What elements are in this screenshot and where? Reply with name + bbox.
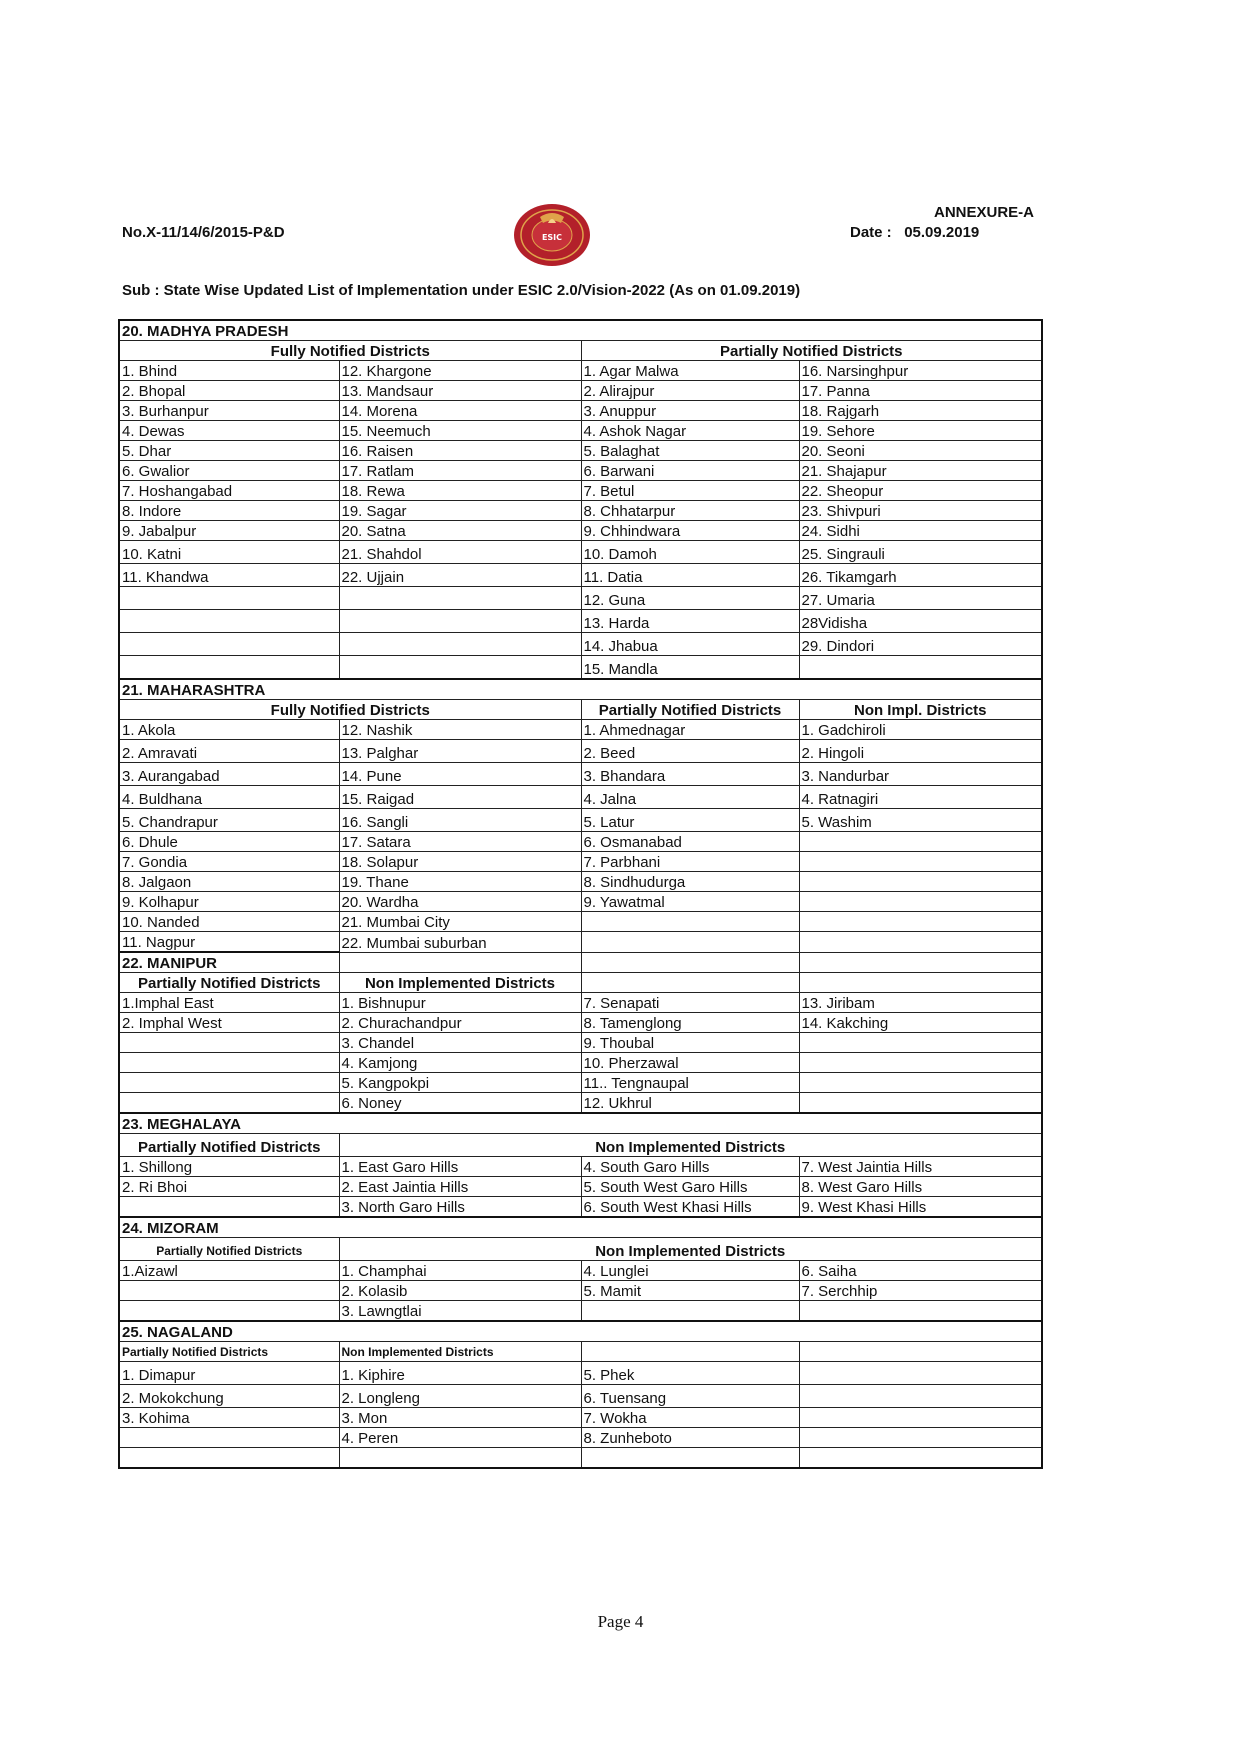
district-cell: 9. Thoubal xyxy=(581,1033,799,1053)
empty-cell xyxy=(581,973,799,993)
district-cell: 7. Hoshangabad xyxy=(119,481,339,501)
district-cell: 17. Satara xyxy=(339,832,581,852)
state-title: 23. MEGHALAYA xyxy=(119,1113,1042,1134)
table-row xyxy=(119,892,1042,912)
column-header: Non Impl. Districts xyxy=(799,700,1042,720)
district-cell: 12. Ukhrul xyxy=(581,1093,799,1114)
empty-cell xyxy=(119,1197,339,1218)
table-row xyxy=(119,1428,1042,1448)
district-cell: 12. Guna xyxy=(581,587,799,610)
empty-cell xyxy=(339,952,581,973)
table-row xyxy=(119,1157,1042,1177)
district-cell: 12. Nashik xyxy=(339,720,581,740)
table-row xyxy=(119,1261,1042,1281)
district-cell: 8. Zunheboto xyxy=(581,1428,799,1448)
table-row xyxy=(119,633,1042,656)
table-row xyxy=(119,610,1042,633)
district-cell: 1. East Garo Hills xyxy=(339,1157,581,1177)
table-row xyxy=(119,763,1042,786)
district-cell: 17. Ratlam xyxy=(339,461,581,481)
district-cell: 20. Seoni xyxy=(799,441,1042,461)
column-header: Partially Notified Districts xyxy=(581,341,1042,361)
district-cell: 3. North Garo Hills xyxy=(339,1197,581,1218)
district-cell: 11.. Tengnaupal xyxy=(581,1073,799,1093)
district-cell: 8. Tamenglong xyxy=(581,1013,799,1033)
district-cell: 1.Aizawl xyxy=(119,1261,339,1281)
table-row xyxy=(119,852,1042,872)
district-cell: 8. Jalgaon xyxy=(119,872,339,892)
state-header-row xyxy=(119,1321,1042,1342)
district-cell: 1. Shillong xyxy=(119,1157,339,1177)
district-cell: 15. Raigad xyxy=(339,786,581,809)
district-cell: 18. Solapur xyxy=(339,852,581,872)
table-row xyxy=(119,872,1042,892)
district-cell: 6. Tuensang xyxy=(581,1385,799,1408)
empty-cell xyxy=(581,1342,799,1362)
date-value: 05.09.2019 xyxy=(904,224,980,241)
district-cell: 2. East Jaintia Hills xyxy=(339,1177,581,1197)
empty-cell xyxy=(799,1301,1042,1322)
district-cell: 6. Barwani xyxy=(581,461,799,481)
district-cell: 9. Chhindwara xyxy=(581,521,799,541)
district-cell: 6. Dhule xyxy=(119,832,339,852)
district-cell: 22. Sheopur xyxy=(799,481,1042,501)
column-header-row xyxy=(119,1238,1042,1261)
empty-cell xyxy=(581,1448,799,1469)
table-row xyxy=(119,1301,1042,1322)
district-cell: 2. Longleng xyxy=(339,1385,581,1408)
district-cell: 12. Khargone xyxy=(339,361,581,381)
district-cell: 1. Champhai xyxy=(339,1261,581,1281)
district-cell: 23. Shivpuri xyxy=(799,501,1042,521)
empty-cell xyxy=(581,912,799,932)
district-cell: 22. Mumbai suburban xyxy=(339,932,581,953)
district-cell: 4. Ashok Nagar xyxy=(581,421,799,441)
empty-cell xyxy=(119,610,339,633)
empty-cell xyxy=(799,1093,1042,1114)
empty-cell xyxy=(581,952,799,973)
district-cell: 7. Serchhip xyxy=(799,1281,1042,1301)
table-row xyxy=(119,1053,1042,1073)
table-row xyxy=(119,541,1042,564)
district-cell: 22. Ujjain xyxy=(339,564,581,587)
district-cell: 1. Ahmednagar xyxy=(581,720,799,740)
empty-cell xyxy=(799,656,1042,680)
district-cell: 18. Rewa xyxy=(339,481,581,501)
district-cell: 10. Katni xyxy=(119,541,339,564)
district-cell: 5. South West Garo Hills xyxy=(581,1177,799,1197)
district-cell: 2. Beed xyxy=(581,740,799,763)
state-header-row xyxy=(119,679,1042,700)
district-cell: 13. Palghar xyxy=(339,740,581,763)
district-cell: 7. Betul xyxy=(581,481,799,501)
column-header-row xyxy=(119,973,1042,993)
table-row xyxy=(119,1385,1042,1408)
table-row xyxy=(119,401,1042,421)
district-cell: 19. Thane xyxy=(339,872,581,892)
district-cell: 7. Parbhani xyxy=(581,852,799,872)
district-cell: 3. Lawngtlai xyxy=(339,1301,581,1322)
district-cell: 16. Raisen xyxy=(339,441,581,461)
district-cell: 11. Khandwa xyxy=(119,564,339,587)
column-header: Partially Notified Districts xyxy=(119,1342,339,1362)
table-row xyxy=(119,786,1042,809)
empty-cell xyxy=(119,587,339,610)
empty-cell xyxy=(799,973,1042,993)
district-cell: 14. Jhabua xyxy=(581,633,799,656)
district-cell: 3. Aurangabad xyxy=(119,763,339,786)
empty-cell xyxy=(119,1033,339,1053)
table-row xyxy=(119,381,1042,401)
table-row xyxy=(119,1033,1042,1053)
district-cell: 20. Wardha xyxy=(339,892,581,912)
reference-number: No.X-11/14/6/2015-P&D xyxy=(122,224,285,241)
district-cell: 11. Nagpur xyxy=(119,932,339,953)
district-cell: 9. Yawatmal xyxy=(581,892,799,912)
district-cell: 4. Kamjong xyxy=(339,1053,581,1073)
empty-cell xyxy=(119,1281,339,1301)
district-cell: 6. Gwalior xyxy=(119,461,339,481)
district-cell: 21. Mumbai City xyxy=(339,912,581,932)
district-cell: 26. Tikamgarh xyxy=(799,564,1042,587)
district-cell: 15. Mandla xyxy=(581,656,799,680)
district-cell: 4. Peren xyxy=(339,1428,581,1448)
state-title: 20. MADHYA PRADESH xyxy=(119,320,1042,341)
esic-logo-icon xyxy=(512,203,592,267)
state-districts-table xyxy=(118,319,1043,1469)
state-title: 22. MANIPUR xyxy=(119,952,339,973)
table-row xyxy=(119,993,1042,1013)
empty-cell xyxy=(119,1093,339,1114)
district-cell: 4. Ratnagiri xyxy=(799,786,1042,809)
district-cell: 1. Agar Malwa xyxy=(581,361,799,381)
table-row xyxy=(119,441,1042,461)
district-cell: 5. Dhar xyxy=(119,441,339,461)
table-row xyxy=(119,1408,1042,1428)
empty-cell xyxy=(799,852,1042,872)
district-cell: 3. Mon xyxy=(339,1408,581,1428)
district-cell: 14. Morena xyxy=(339,401,581,421)
table-row xyxy=(119,656,1042,680)
district-cell: 8. Indore xyxy=(119,501,339,521)
empty-cell xyxy=(799,892,1042,912)
state-title: 24. MIZORAM xyxy=(119,1217,1042,1238)
district-cell: 19. Sehore xyxy=(799,421,1042,441)
state-title: 21. MAHARASHTRA xyxy=(119,679,1042,700)
district-cell: 25. Singrauli xyxy=(799,541,1042,564)
table-row xyxy=(119,809,1042,832)
district-cell: 11. Datia xyxy=(581,564,799,587)
district-cell: 2. Mokokchung xyxy=(119,1385,339,1408)
table-row xyxy=(119,1177,1042,1197)
district-cell: 7. Senapati xyxy=(581,993,799,1013)
district-cell: 5. Chandrapur xyxy=(119,809,339,832)
district-cell: 5. Latur xyxy=(581,809,799,832)
district-cell: 1. Gadchiroli xyxy=(799,720,1042,740)
table-row xyxy=(119,481,1042,501)
table-row xyxy=(119,521,1042,541)
empty-cell xyxy=(799,1362,1042,1385)
district-cell: 10. Nanded xyxy=(119,912,339,932)
district-cell: 5. Mamit xyxy=(581,1281,799,1301)
column-header: Non Implemented Districts xyxy=(339,1342,581,1362)
empty-cell xyxy=(119,1428,339,1448)
empty-cell xyxy=(119,1301,339,1322)
district-cell: 1. Kiphire xyxy=(339,1362,581,1385)
district-cell: 4. Jalna xyxy=(581,786,799,809)
empty-cell xyxy=(339,587,581,610)
empty-cell xyxy=(799,1342,1042,1362)
date-label: Date : xyxy=(850,224,892,241)
empty-cell xyxy=(581,932,799,953)
district-cell: 3. Nandurbar xyxy=(799,763,1042,786)
district-cell: 8. Sindhudurga xyxy=(581,872,799,892)
district-cell: 2. Hingoli xyxy=(799,740,1042,763)
district-cell: 7. West Jaintia Hills xyxy=(799,1157,1042,1177)
district-cell: 29. Dindori xyxy=(799,633,1042,656)
table-row xyxy=(119,740,1042,763)
district-cell: 9. Kolhapur xyxy=(119,892,339,912)
empty-cell xyxy=(799,1033,1042,1053)
district-cell: 4. Lunglei xyxy=(581,1261,799,1281)
state-title: 25. NAGALAND xyxy=(119,1321,1042,1342)
empty-cell xyxy=(799,1408,1042,1428)
district-cell: 7. Gondia xyxy=(119,852,339,872)
table-row xyxy=(119,720,1042,740)
state-header-row xyxy=(119,1113,1042,1134)
district-cell: 7. Wokha xyxy=(581,1408,799,1428)
table-row xyxy=(119,1362,1042,1385)
empty-cell xyxy=(339,1448,581,1469)
district-cell: 1. Bhind xyxy=(119,361,339,381)
table-row xyxy=(119,587,1042,610)
subject-line: Sub : State Wise Updated List of Implementation under ESIC 2.0/Vision-2022 (As on 01.09.2019) xyxy=(122,282,801,299)
district-cell: 6. Osmanabad xyxy=(581,832,799,852)
district-cell: 2. Churachandpur xyxy=(339,1013,581,1033)
table-row xyxy=(119,1448,1042,1469)
district-cell: 1.Imphal East xyxy=(119,993,339,1013)
empty-cell xyxy=(581,1301,799,1322)
district-cell: 2. Alirajpur xyxy=(581,381,799,401)
district-cell: 2. Ri Bhoi xyxy=(119,1177,339,1197)
district-cell: 10. Damoh xyxy=(581,541,799,564)
district-cell: 6. Saiha xyxy=(799,1261,1042,1281)
empty-cell xyxy=(799,872,1042,892)
table-row xyxy=(119,1281,1042,1301)
table-row xyxy=(119,421,1042,441)
district-cell: 16. Narsinghpur xyxy=(799,361,1042,381)
district-cell: 27. Umaria xyxy=(799,587,1042,610)
empty-cell xyxy=(799,1428,1042,1448)
district-cell: 5. Phek xyxy=(581,1362,799,1385)
district-cell: 4. Buldhana xyxy=(119,786,339,809)
district-cell: 3. Kohima xyxy=(119,1408,339,1428)
district-cell: 1. Bishnupur xyxy=(339,993,581,1013)
table-body xyxy=(119,320,1042,1468)
column-header: Partially Notified Districts xyxy=(581,700,799,720)
empty-cell xyxy=(119,1053,339,1073)
district-cell: 9. West Khasi Hills xyxy=(799,1197,1042,1218)
district-cell: 6. South West Khasi Hills xyxy=(581,1197,799,1218)
district-cell: 3. Burhanpur xyxy=(119,401,339,421)
district-cell: 3. Bhandara xyxy=(581,763,799,786)
district-cell: 4. Dewas xyxy=(119,421,339,441)
district-cell: 8. Chhatarpur xyxy=(581,501,799,521)
district-cell: 6. Noney xyxy=(339,1093,581,1114)
column-header-row xyxy=(119,341,1042,361)
table-row xyxy=(119,932,1042,953)
district-cell: 4. South Garo Hills xyxy=(581,1157,799,1177)
district-cell: 24. Sidhi xyxy=(799,521,1042,541)
table-row xyxy=(119,1197,1042,1218)
district-cell: 21. Shajapur xyxy=(799,461,1042,481)
empty-cell xyxy=(799,1053,1042,1073)
district-cell: 2. Amravati xyxy=(119,740,339,763)
district-cell: 8. West Garo Hills xyxy=(799,1177,1042,1197)
district-cell: 13. Mandsaur xyxy=(339,381,581,401)
district-cell: 20. Satna xyxy=(339,521,581,541)
column-header: Non Implemented Districts xyxy=(339,973,581,993)
district-cell: 16. Sangli xyxy=(339,809,581,832)
column-header: Partially Notified Districts xyxy=(119,973,339,993)
table-row xyxy=(119,1073,1042,1093)
column-header: Non Implemented Districts xyxy=(339,1134,1042,1157)
table-row xyxy=(119,912,1042,932)
district-cell: 14. Pune xyxy=(339,763,581,786)
table-row xyxy=(119,461,1042,481)
district-cell: 3. Anuppur xyxy=(581,401,799,421)
logo-text: ESIC xyxy=(541,233,563,242)
date-line xyxy=(850,224,979,241)
district-cell: 1. Akola xyxy=(119,720,339,740)
empty-cell xyxy=(119,1073,339,1093)
district-cell: 2. Imphal West xyxy=(119,1013,339,1033)
empty-cell xyxy=(799,1073,1042,1093)
empty-cell xyxy=(799,952,1042,973)
column-header-row xyxy=(119,1134,1042,1157)
district-cell: 9. Jabalpur xyxy=(119,521,339,541)
district-cell: 13. Harda xyxy=(581,610,799,633)
column-header: Partially Notified Districts xyxy=(119,1134,339,1157)
table-row xyxy=(119,832,1042,852)
empty-cell xyxy=(339,633,581,656)
district-cell: 14. Kakching xyxy=(799,1013,1042,1033)
column-header-row xyxy=(119,700,1042,720)
empty-cell xyxy=(799,932,1042,953)
district-cell: 17. Panna xyxy=(799,381,1042,401)
district-cell: 2. Bhopal xyxy=(119,381,339,401)
district-cell: 1. Dimapur xyxy=(119,1362,339,1385)
table-row xyxy=(119,1013,1042,1033)
empty-cell xyxy=(799,832,1042,852)
empty-cell xyxy=(799,1385,1042,1408)
district-cell: 5. Balaghat xyxy=(581,441,799,461)
state-header-row xyxy=(119,1217,1042,1238)
district-cell: 19. Sagar xyxy=(339,501,581,521)
page-number: Page 4 xyxy=(597,1612,644,1631)
district-cell: 10. Pherzawal xyxy=(581,1053,799,1073)
column-header: Partially Notified Districts xyxy=(119,1238,339,1261)
district-cell: 5. Washim xyxy=(799,809,1042,832)
district-cell: 3. Chandel xyxy=(339,1033,581,1053)
annexure-label: ANNEXURE-A xyxy=(934,204,1035,221)
column-header: Fully Notified Districts xyxy=(119,700,581,720)
empty-cell xyxy=(799,1448,1042,1469)
column-header-row xyxy=(119,1342,1042,1362)
column-header: Non Implemented Districts xyxy=(339,1238,1042,1261)
table-row xyxy=(119,361,1042,381)
table-row xyxy=(119,501,1042,521)
empty-cell xyxy=(799,912,1042,932)
district-cell: 28Vidisha xyxy=(799,610,1042,633)
table-row xyxy=(119,564,1042,587)
district-cell: 13. Jiribam xyxy=(799,993,1042,1013)
empty-cell xyxy=(119,656,339,680)
state-header-row xyxy=(119,952,1042,973)
state-header-row xyxy=(119,320,1042,341)
empty-cell xyxy=(339,610,581,633)
district-cell: 21. Shahdol xyxy=(339,541,581,564)
table-row xyxy=(119,1093,1042,1114)
district-cell: 18. Rajgarh xyxy=(799,401,1042,421)
district-cell: 15. Neemuch xyxy=(339,421,581,441)
district-cell: 5. Kangpokpi xyxy=(339,1073,581,1093)
empty-cell xyxy=(119,1448,339,1469)
column-header: Fully Notified Districts xyxy=(119,341,581,361)
empty-cell xyxy=(119,633,339,656)
empty-cell xyxy=(339,656,581,680)
district-cell: 2. Kolasib xyxy=(339,1281,581,1301)
